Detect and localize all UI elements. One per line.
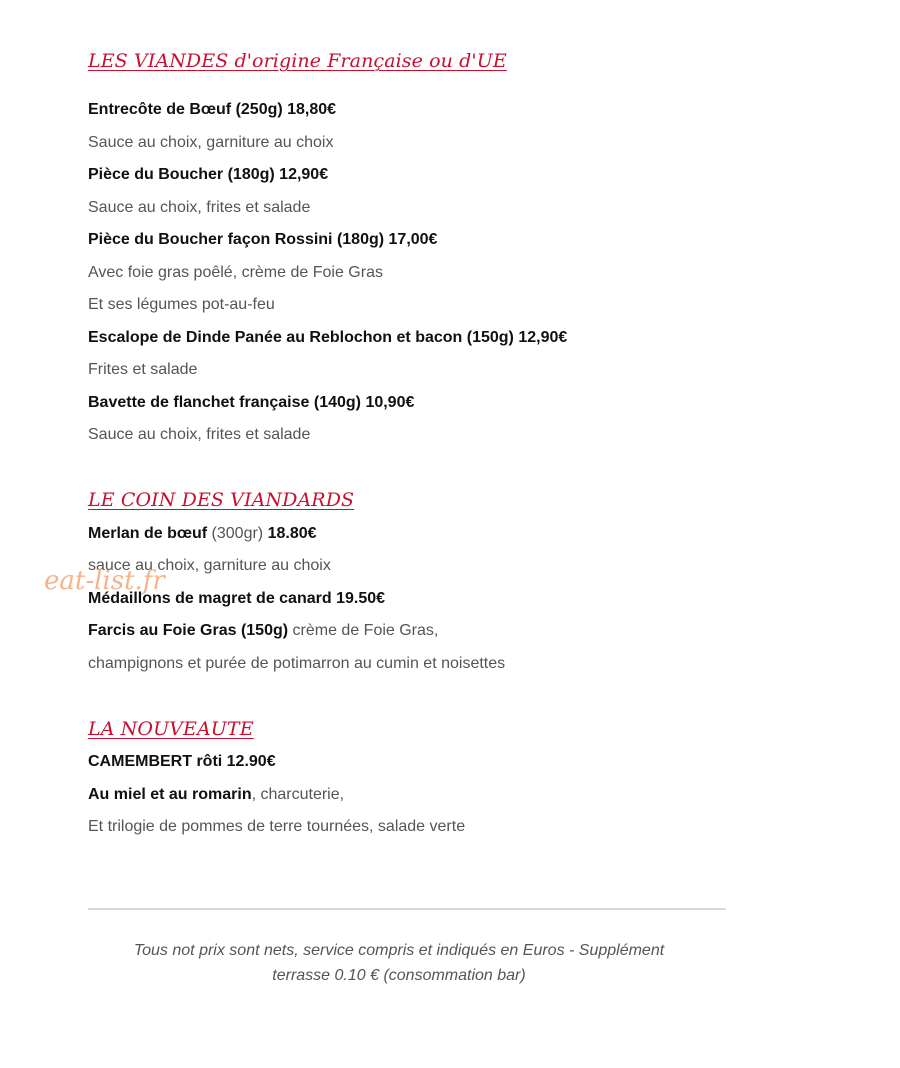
item-description: crème de Foie Gras, bbox=[288, 622, 439, 639]
item-description: champignons et purée de potimarron au cumin et noisettes bbox=[88, 655, 506, 672]
section-title-viandes: LES VIANDES d'origine Française ou d'UE bbox=[88, 50, 507, 72]
item-description: Sauce au choix, garniture au choix bbox=[88, 134, 334, 151]
item-name: Escalope de Dinde Panée au Reblochon et bacon (150g) 12,90€ bbox=[88, 329, 568, 346]
menu-item-merlan bbox=[88, 524, 317, 544]
item-weight: (300gr) bbox=[207, 525, 264, 542]
footer-line-1: Tous not prix sont nets, service compris et indiqués en Euros - Supplément bbox=[133, 942, 665, 959]
item-description: Avec foie gras poêlé, crème de Foie Gras bbox=[88, 264, 383, 281]
item-description: sauce au choix, garniture au choix bbox=[88, 557, 331, 574]
item-description: Sauce au choix, frites et salade bbox=[88, 199, 311, 216]
item-description: Et trilogie de pommes de terre tournées, salade verte bbox=[88, 818, 466, 835]
item-name: Pièce du Boucher (180g) 12,90€ bbox=[88, 166, 329, 183]
item-name: Merlan de bœuf bbox=[88, 525, 208, 542]
item-description: Frites et salade bbox=[88, 361, 198, 378]
section-title-viandards: LE COIN DES VIANDARDS bbox=[88, 489, 355, 511]
watermark-logo: eat-list.fr bbox=[44, 566, 165, 596]
item-name: Entrecôte de Bœuf (250g) 18,80€ bbox=[88, 101, 337, 118]
item-price: 18.80€ bbox=[263, 525, 317, 542]
item-name: Farcis au Foie Gras (150g) bbox=[88, 622, 289, 639]
menu-item-farcis bbox=[88, 621, 438, 641]
footer-line-2: terrasse 0.10 € (consommation bar) bbox=[272, 967, 526, 984]
item-name: CAMEMBERT rôti 12.90€ bbox=[88, 753, 276, 770]
menu-item-bavette bbox=[88, 393, 414, 413]
menu-item-piece-boucher bbox=[88, 165, 328, 185]
item-name: Médaillons de magret de canard 19.50€ bbox=[88, 590, 386, 607]
item-name: Pièce du Boucher façon Rossini (180g) 17,00€ bbox=[88, 231, 438, 248]
item-description: Sauce au choix, frites et salade bbox=[88, 426, 311, 443]
section-title-nouveaute: LA NOUVEAUTE bbox=[88, 718, 254, 740]
footer-divider bbox=[88, 908, 726, 910]
item-description: Et ses légumes pot-au-feu bbox=[88, 296, 275, 313]
item-name: Bavette de flanchet française (140g) 10,90€ bbox=[88, 394, 415, 411]
footer-note bbox=[88, 938, 710, 988]
menu-item-camembert bbox=[88, 752, 276, 772]
menu-item-escalope bbox=[88, 328, 567, 348]
menu-item-rossini bbox=[88, 230, 437, 250]
menu-item-entrecote bbox=[88, 100, 336, 120]
item-description: Au miel et au romarin, charcuterie, bbox=[88, 786, 345, 803]
